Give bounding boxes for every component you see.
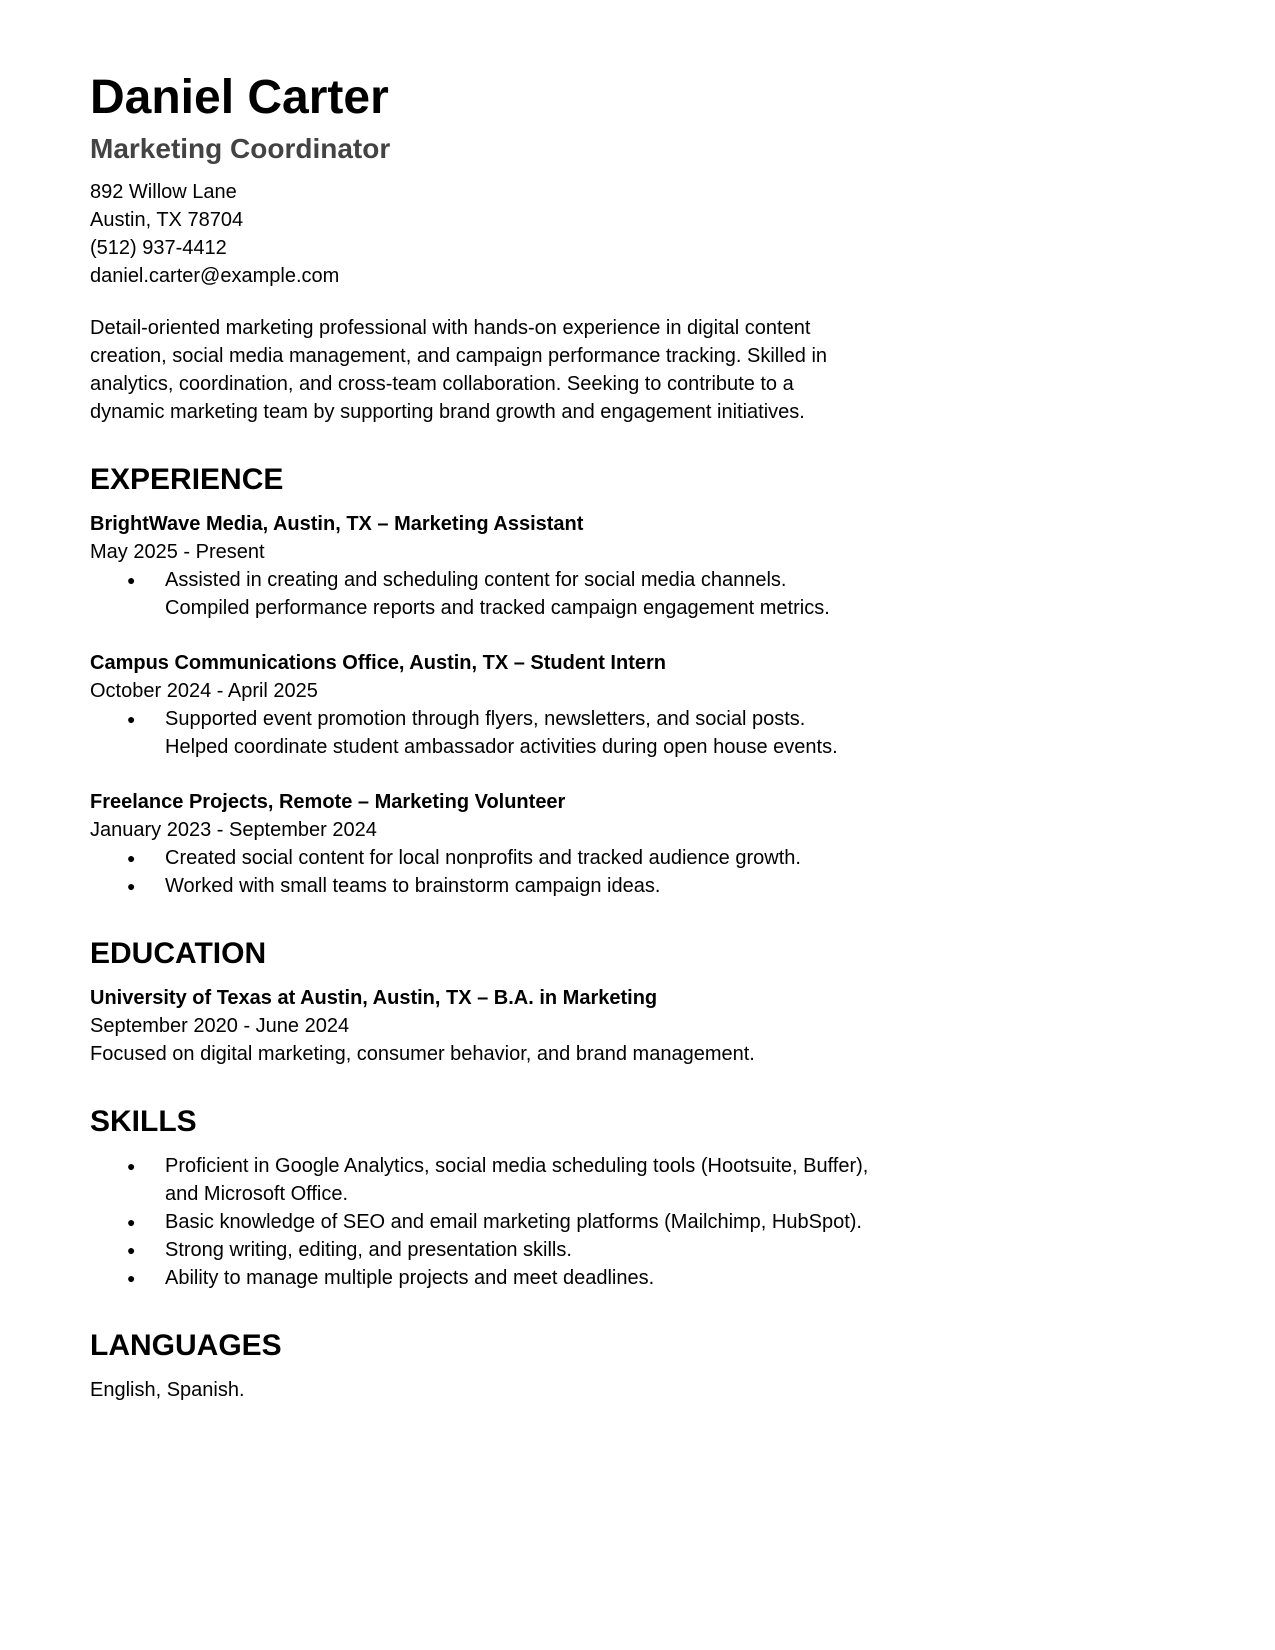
address-line-2: Austin, TX 78704 (90, 209, 244, 231)
bullet-icon: ● (127, 1242, 136, 1258)
job-heading: Freelance Projects, Remote – Marketing Volunteer (90, 791, 566, 813)
job-dates: May 2025 - Present (90, 541, 265, 563)
skill-text: Strong writing, editing, and presentation skills. (165, 1239, 572, 1261)
candidate-name: Daniel Carter (90, 71, 389, 124)
experience-entry-freelance (90, 788, 920, 900)
bullet-icon: ● (127, 1214, 136, 1230)
skill-text: Proficient in Google Analytics, social media scheduling tools (Hootsuite, Buffer), (165, 1155, 869, 1177)
languages-text: English, Spanish. (90, 1379, 245, 1401)
languages-heading: LANGUAGES (90, 1329, 282, 1362)
bullet-item (90, 872, 920, 900)
bullet-icon: ● (127, 878, 136, 894)
bullet-continuation: Compiled performance reports and tracked campaign engagement metrics. (165, 597, 830, 619)
experience-heading: EXPERIENCE (90, 463, 284, 496)
bullet-icon: ● (127, 1270, 136, 1286)
skills-list (90, 1152, 920, 1180)
professional-summary (90, 314, 920, 426)
skill-item (90, 1236, 920, 1264)
bullet-icon: ● (127, 850, 136, 866)
bullet-icon: ● (127, 1158, 136, 1174)
job-dates: January 2023 - September 2024 (90, 819, 377, 841)
job-heading: BrightWave Media, Austin, TX – Marketing Assistant (90, 513, 584, 535)
summary-line: Detail-oriented marketing professional with hands-on experience in digital content (90, 317, 811, 339)
school-heading: University of Texas at Austin, Austin, TX – B.A. in Marketing (90, 987, 658, 1009)
education-description: Focused on digital marketing, consumer behavior, and brand management. (90, 1043, 755, 1065)
job-heading: Campus Communications Office, Austin, TX – Student Intern (90, 652, 666, 674)
bullet-item (90, 566, 920, 594)
bullet-item (90, 844, 920, 872)
skills-list-cont (90, 1208, 920, 1292)
job-dates: October 2024 - April 2025 (90, 680, 318, 702)
skill-text: Ability to manage multiple projects and meet deadlines. (165, 1267, 655, 1289)
contact-block (90, 178, 920, 290)
bullet-icon: ● (127, 572, 136, 588)
summary-line: creation, social media management, and campaign performance tracking. Skilled in (90, 345, 828, 367)
skill-item (90, 1208, 920, 1236)
resume-content (90, 70, 920, 1404)
skill-item (90, 1264, 920, 1292)
phone-number: (512) 937-4412 (90, 237, 227, 259)
education-heading: EDUCATION (90, 937, 267, 970)
bullet-icon: ● (127, 711, 136, 727)
skill-item (90, 1152, 920, 1180)
experience-entry-brightwave (90, 510, 920, 622)
bullet-text: Created social content for local nonprofits and tracked audience growth. (165, 847, 801, 869)
job-bullets (90, 705, 920, 733)
education-dates: September 2020 - June 2024 (90, 1015, 350, 1037)
job-bullets (90, 566, 920, 594)
skills-heading: SKILLS (90, 1105, 197, 1138)
summary-line: dynamic marketing team by supporting brand growth and engagement initiatives. (90, 401, 805, 423)
address-line-1: 892 Willow Lane (90, 181, 237, 203)
skill-text: Basic knowledge of SEO and email marketing platforms (Mailchimp, HubSpot). (165, 1211, 862, 1233)
job-title: Marketing Coordinator (90, 133, 391, 164)
experience-entry-campus (90, 649, 920, 761)
bullet-continuation: Helped coordinate student ambassador activities during open house events. (165, 736, 838, 758)
bullet-text: Worked with small teams to brainstorm campaign ideas. (165, 875, 661, 897)
summary-line: analytics, coordination, and cross-team collaboration. Seeking to contribute to a (90, 373, 794, 395)
bullet-text: Assisted in creating and scheduling content for social media channels. (165, 569, 787, 591)
bullet-text: Supported event promotion through flyers, newsletters, and social posts. (165, 708, 806, 730)
email-address[interactable]: daniel.carter@example.com (90, 265, 340, 287)
bullet-item (90, 705, 920, 733)
job-bullets (90, 844, 920, 900)
skill-continuation: and Microsoft Office. (165, 1183, 349, 1205)
education-entry (90, 984, 920, 1068)
